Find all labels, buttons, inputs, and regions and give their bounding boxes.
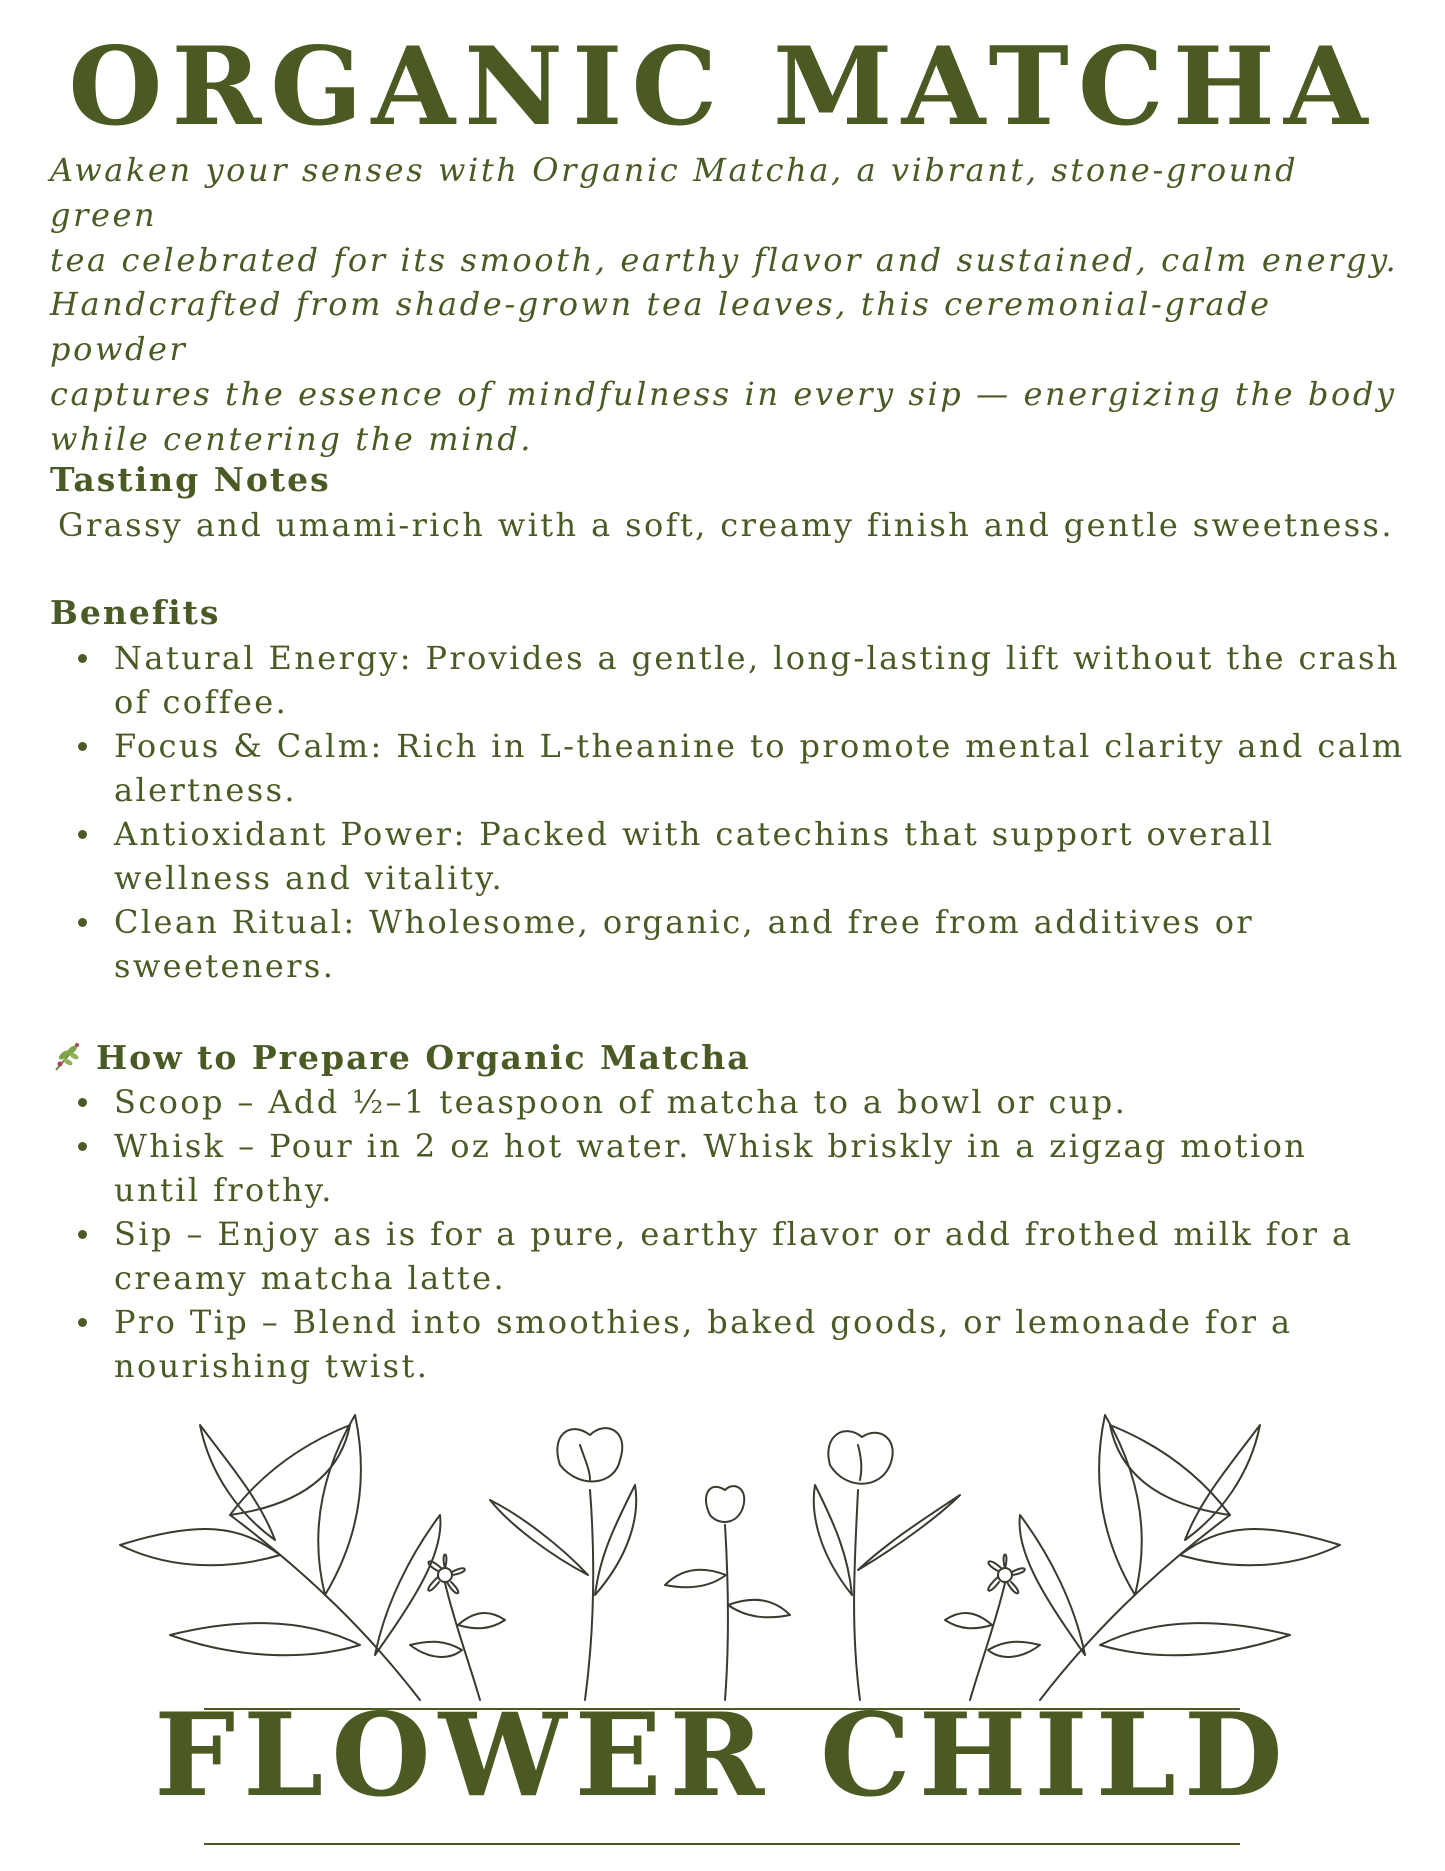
prepare-list (50, 1080, 1410, 1388)
bullet-icon (78, 1142, 87, 1151)
intro-line: captures the essence of mindfulness in every sip — energizing the body (50, 375, 1397, 413)
list-item (50, 1124, 1410, 1212)
bullet-icon (78, 654, 87, 663)
page-title: ORGANIC MATCHA (68, 24, 1377, 150)
prepare-heading-text: How to Prepare Organic Matcha (96, 1038, 751, 1077)
bottom-divider (204, 1843, 1240, 1845)
list-item-text: sweeteners. (114, 947, 336, 985)
list-item-text: Focus & Calm: Rich in L-theanine to promote mental clarity and calm (114, 727, 1405, 765)
list-item (50, 1300, 1410, 1388)
list-item-text: Pro Tip – Blend into smoothies, baked goods, or lemonade for a (114, 1303, 1293, 1341)
list-item (50, 724, 1410, 812)
list-item-text: Natural Energy: Provides a gentle, long-lasting lift without the crash (114, 639, 1400, 677)
list-item-text: Whisk – Pour in 2 oz hot water. Whisk briskly in a zigzag motion (114, 1127, 1308, 1165)
list-item-text: wellness and vitality. (114, 859, 505, 897)
intro-line: Awaken your senses with Organic Matcha, a vibrant, stone-ground green (50, 151, 1299, 234)
bullet-icon (78, 830, 87, 839)
list-item-text: Scoop – Add ½–1 teaspoon of matcha to a bowl or cup. (114, 1083, 1128, 1121)
intro-paragraph-1 (50, 148, 1410, 283)
list-item-text: Antioxidant Power: Packed with catechins that support overall (114, 815, 1275, 853)
left-branch (120, 1415, 440, 1700)
list-item-text: of coffee. (114, 683, 289, 721)
bullet-icon (78, 1230, 87, 1239)
intro-line: while centering the mind. (50, 420, 534, 458)
intro-line: Handcrafted from shade-grown tea leaves, this ceremonial-grade powder (50, 285, 1272, 368)
list-item (50, 1212, 1410, 1300)
benefits-list (50, 636, 1410, 988)
list-item (50, 812, 1410, 900)
list-item-text: until frothy. (114, 1171, 334, 1209)
tasting-notes-text: Grassy and umami-rich with a soft, creamy finish and gentle sweetness. (58, 506, 1394, 544)
list-item (50, 636, 1410, 724)
bullet-icon (78, 918, 87, 927)
right-branch (1020, 1415, 1340, 1700)
brand-name: FLOWER CHILD (154, 1688, 1291, 1822)
list-item-text: Sip – Enjoy as is for a pure, earthy flavor or add frothed milk for a (114, 1215, 1354, 1253)
bullet-icon (78, 1098, 87, 1107)
list-item-text: nourishing twist. (114, 1347, 430, 1385)
tulip-center (665, 1486, 790, 1700)
benefits-heading: Benefits (50, 593, 221, 632)
tulip-right (814, 1431, 960, 1700)
intro-paragraph-2 (50, 282, 1410, 462)
list-item (50, 1080, 1410, 1124)
list-item-text: alertness. (114, 771, 297, 809)
daisy-right (945, 1555, 1040, 1701)
bullet-icon (78, 742, 87, 751)
prepare-heading (50, 1036, 751, 1080)
herb-icon (50, 1038, 86, 1074)
tulip-left (490, 1428, 636, 1700)
list-item-text: Clean Ritual: Wholesome, organic, and free from additives or (114, 903, 1255, 941)
bullet-icon (78, 1318, 87, 1327)
list-item-text: creamy matcha latte. (114, 1259, 507, 1297)
list-item (50, 900, 1410, 988)
floral-illustration (110, 1405, 1350, 1705)
intro-line: tea celebrated for its smooth, earthy flavor and sustained, calm energy. (50, 241, 1399, 279)
tasting-notes-heading: Tasting Notes (50, 460, 331, 499)
